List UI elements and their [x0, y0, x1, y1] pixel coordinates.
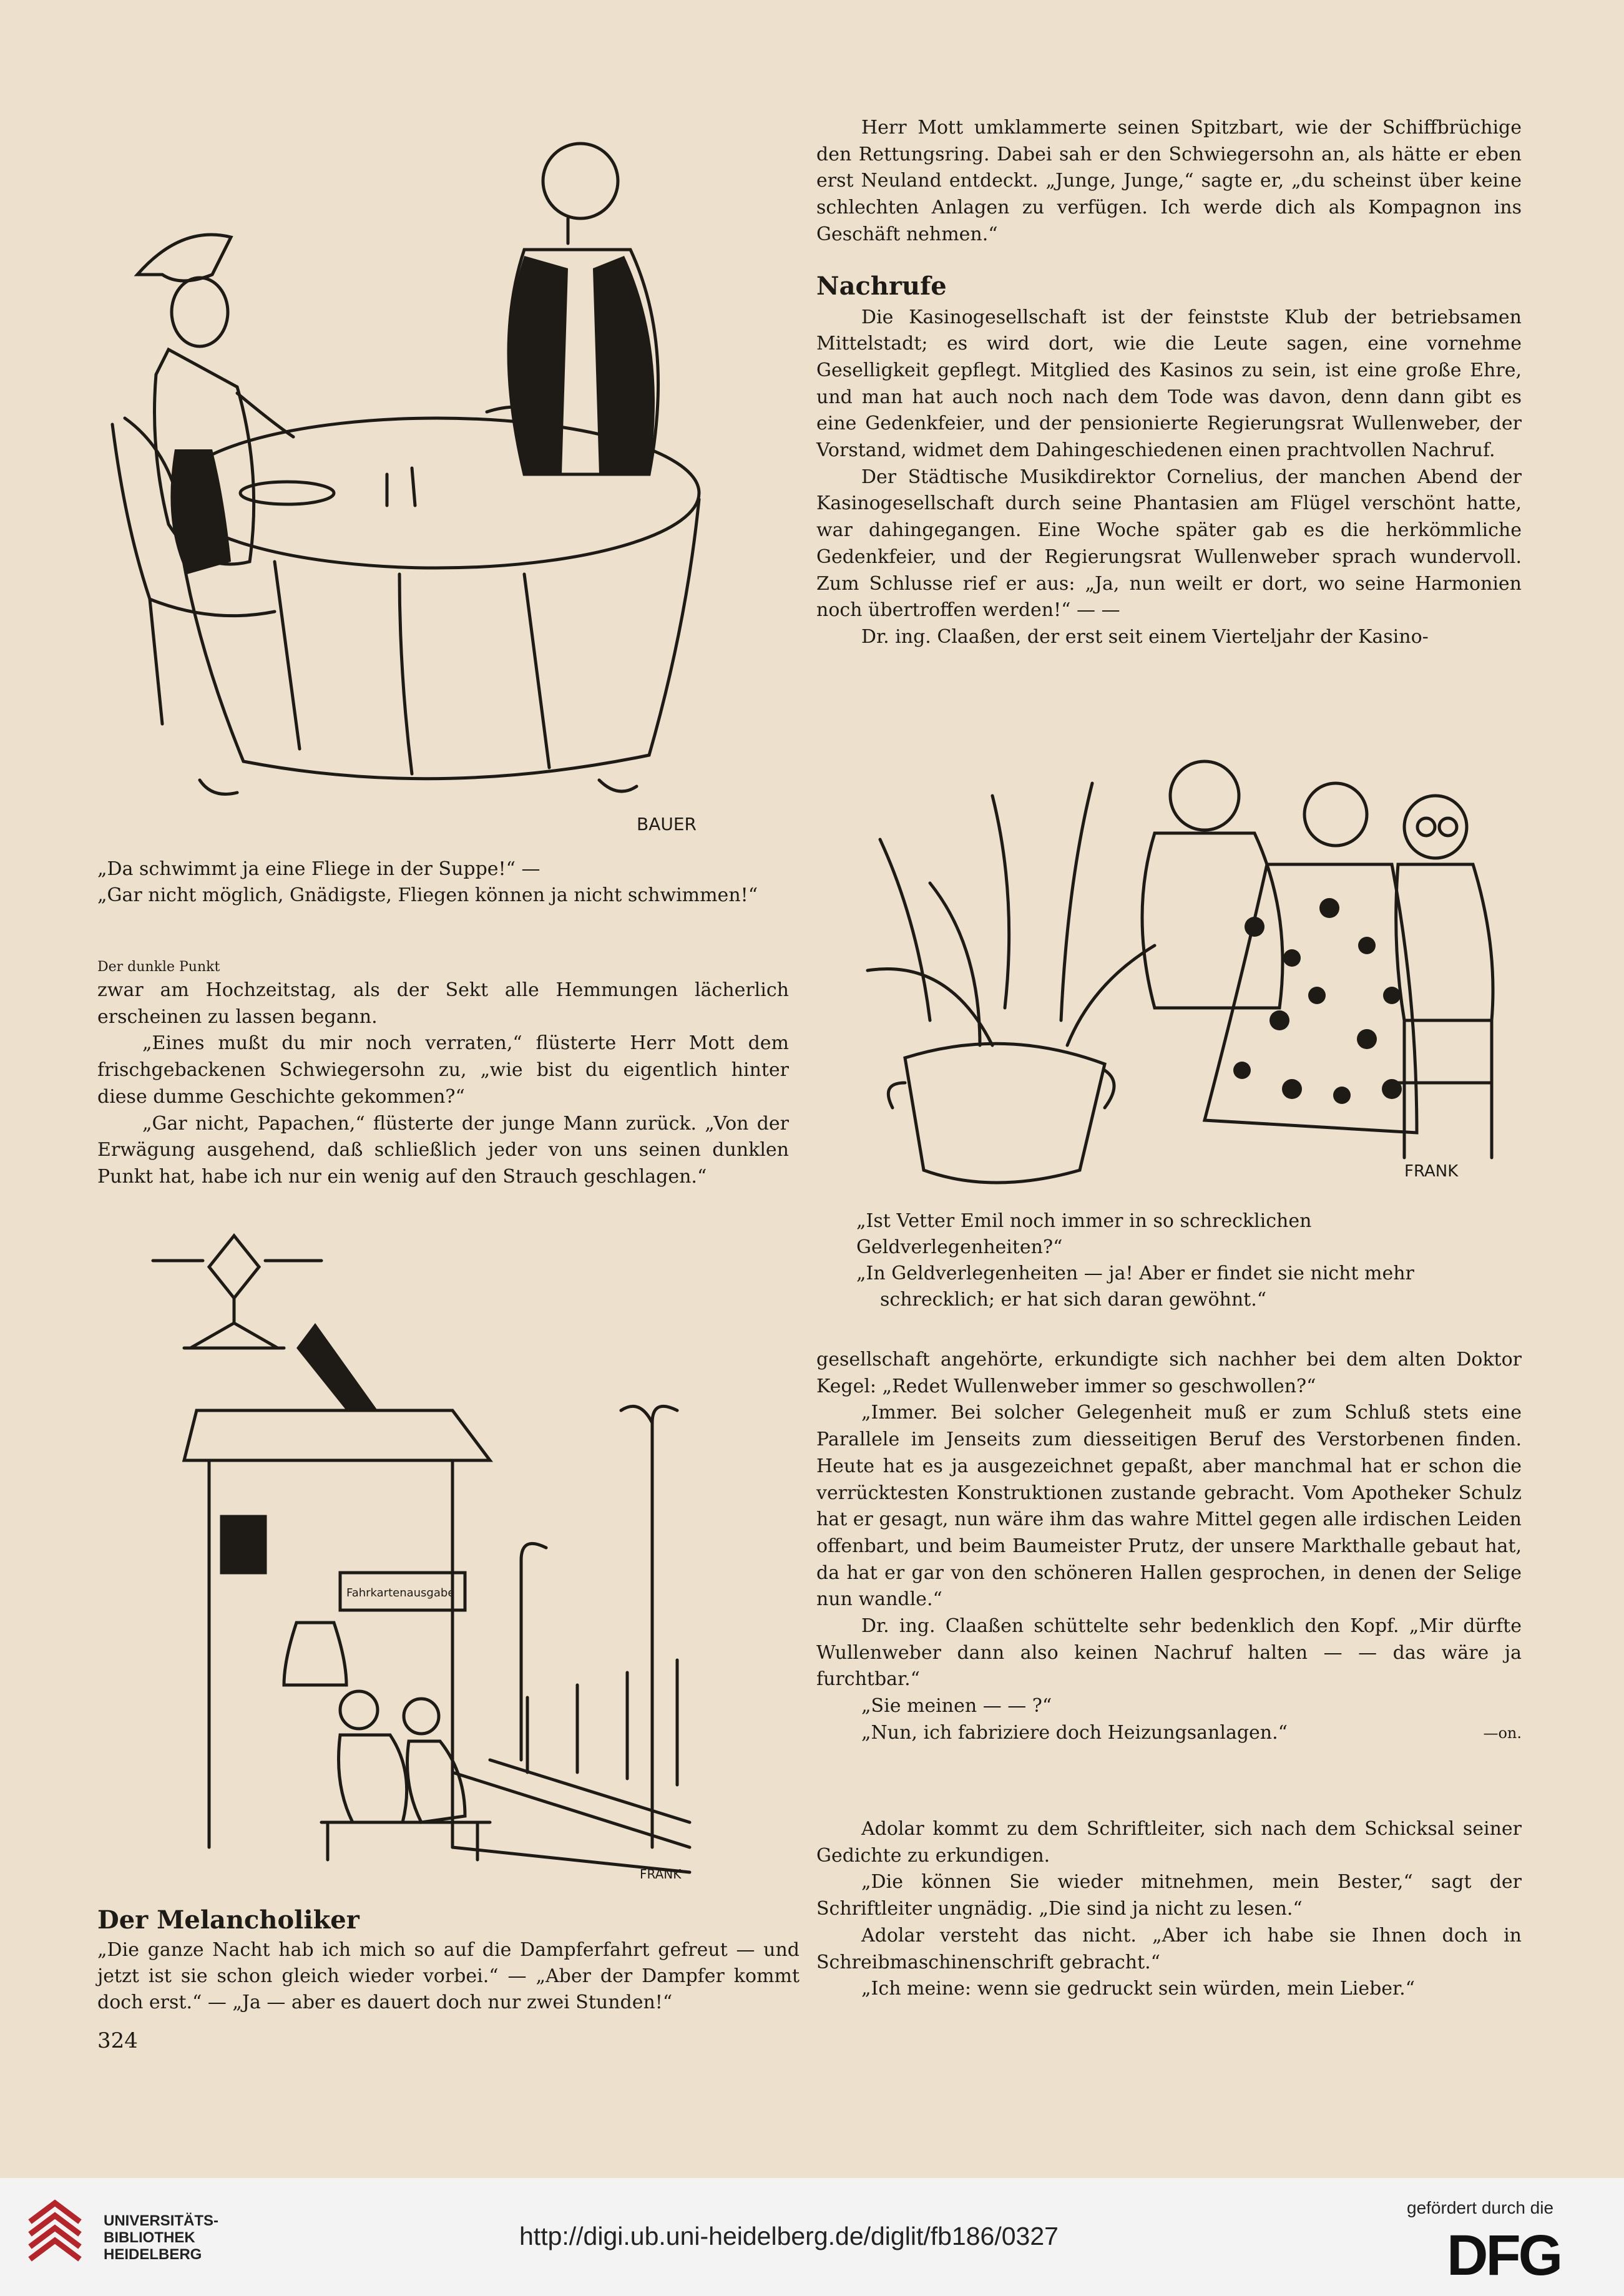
adolar-paragraph: „Die können Sie wieder mitnehmen, mein Bester,“ sagt der Schriftleiter ungnädig. „Die sind ja nicht zu lesen.“	[816, 1871, 1522, 1920]
cartoon-fly-caption-line-1: „Da schwimmt ja eine Fliege in der Suppe!“ —	[97, 858, 541, 880]
dunkle-punkt-paragraph: „Eines mußt du mir noch verraten,“ flüsterte Herr Mott dem frischgebackenen Schwiegersohn zu, „wie bist du eigentlich hinter diese dumme Geschichte gekommen?“	[97, 1032, 789, 1108]
library-name-line: HEIDELBERG	[104, 2246, 202, 2263]
melancholiker-signature: FRANK	[640, 1867, 682, 1882]
cartoon-fly-caption-line-2: „Gar nicht möglich, Gnädigste, Fliegen können ja nicht schwimmen!“	[97, 884, 758, 906]
dunkle-punkt-running-title: Der dunkle Punkt	[97, 959, 220, 975]
library-logo-icon[interactable]	[17, 2197, 92, 2278]
melancholiker-title: Der Melancholiker	[97, 1905, 360, 1935]
cartoon-emil-drawing	[855, 758, 1517, 1189]
nachrufe-continuation-paragraph: „Immer. Bei solcher Gelegenheit muß er zum Schluß stets eine Parallele im Jenseits zum diesseitigen Beruf des Verstorbenen finden. Heute hat es ja ausgezeichnet gepaßt, aber manchmal hat er schon die verrücktesten Konstruktionen zustande gebracht. Vom Apotheker Schulz hat er gesagt, nun wäre ihm das wahre Mittel gegen alle irdischen Leiden offenbart, und beim Baumeister Prutz, der unsere Markthalle gebaut hat, da hat er gar von den schöneren Hallen gesprochen, in denen der Selige nun wandle.“	[816, 1402, 1522, 1611]
adolar-paragraph: Adolar versteht das nicht. „Aber ich habe sie Ihnen doch in Schreibmaschinenschrift gebracht.“	[816, 1924, 1522, 1973]
article-top-paragraph: Herr Mott umklammerte seinen Spitzbart, wie der Schiffbrüchige den Rettungsring. Dabei sah er den Schwiegersohn an, als hätte er eben erst Neuland entdeckt. „Junge, Junge,“ sagte er, „du scheinst über keine schlechten Anlagen zu verfügen. Ich werde dich als Kompagnon ins Geschäft nehmen.“	[816, 117, 1522, 245]
permalink-url[interactable]: http://digi.ub.uni-heidelberg.de/diglit/fb186/0327	[519, 2222, 1059, 2250]
melancholiker-caption: „Die ganze Nacht hab ich mich so auf die Dampferfahrt gefreut — und jetzt ist sie schon gleich wieder vorbei.“ — „Aber der Dampfer kommt doch erst.“ — „Ja — aber es dauert doch nur zwei Stunden!“	[97, 1939, 800, 2013]
nachrufe-continuation-paragraph	[816, 1720, 1522, 1747]
dunkle-punkt-paragraph: „Gar nicht, Papachen,“ flüsterte der junge Mann zurück. „Von der Erwägung ausgehend, daß schließlich jeder von uns seinen dunklen Punkt hat, habe ich nur ein wenig auf den Strauch geschlagen.“	[97, 1112, 789, 1188]
dunkle-punkt-article	[97, 957, 789, 1191]
nachrufe-paragraph: Der Städtische Musikdirektor Cornelius, der manchen Abend der Kasinogesellschaft durch seine Phantasien am Flügel verschönt hatte, war dahingegangen. Eine Woche später gab es die herkömmliche Gedenkfeier, und der Regierungsrat Wullenweber sprach wundervoll. Zum Schlusse rief er aus: „Ja, nun weilt er dort, wo seine Harmonien noch übertroffen werden!“ — —	[816, 466, 1522, 622]
nachrufe-continuation-paragraph: Dr. ing. Claaßen schüttelte sehr bedenklich den Kopf. „Mir dürfte Wullenweber dann also keinen Nachruf halten — — das wäre ja furchtbar.“	[816, 1615, 1522, 1691]
nachrufe-continuation-paragraph: „Sie meinen — — ?“	[861, 1695, 1052, 1717]
nachrufe-signature: —on.	[1483, 1724, 1522, 1742]
cartoon-emil-caption	[856, 1208, 1522, 1313]
nachrufe-continuation	[816, 1347, 1522, 1747]
nachrufe-last-quote: „Nun, ich fabriziere doch Heizungsanlagen.“	[861, 1721, 1288, 1744]
cartoon-fly-signature: BAUER	[637, 814, 697, 834]
adolar-paragraph: „Ich meine: wenn sie gedruckt sein würden, mein Lieber.“	[861, 1978, 1415, 2000]
page-number: 324	[97, 2028, 138, 2053]
cartoon-emil-caption-line-1: „Ist Vetter Emil noch immer in so schrecklichen Geldverlegenheiten?“	[856, 1210, 1312, 1258]
cartoon-emil-signature: FRANK	[1404, 1162, 1459, 1181]
adolar-article	[816, 1816, 1522, 2003]
melancholiker-drawing	[140, 1223, 715, 1885]
melancholiker-sign-text: Fahrkartenausgabe	[346, 1586, 455, 1600]
cartoon-fly-drawing	[87, 125, 730, 836]
nachrufe-title: Nachrufe	[816, 271, 947, 301]
nachrufe-paragraph: Dr. ing. Claaßen, der erst seit einem Vierteljahr der Kasino-	[861, 625, 1429, 648]
viewer-footer	[0, 2178, 1624, 2296]
dunkle-punkt-paragraph: zwar am Hochzeitstag, als der Sekt alle Hemmungen lächerlich erscheinen zu lassen begann.	[97, 979, 789, 1028]
cartoon-emil-caption-line-2: „In Geldverlegenheiten — ja! Aber er findet sie nicht mehr schrecklich; er hat sich daran gewöhnt.“	[856, 1263, 1414, 1311]
library-name-line: UNIVERSITÄTS-	[104, 2212, 219, 2229]
cartoon-fly-caption	[97, 856, 784, 909]
right-column-top	[816, 115, 1522, 651]
library-name-line: BIBLIOTHEK	[104, 2229, 195, 2246]
melancholiker-illustration	[140, 1223, 715, 1885]
library-name[interactable]	[104, 2212, 218, 2263]
cartoon-emil-illustration	[855, 758, 1517, 1189]
adolar-paragraph: Adolar kommt zu dem Schriftleiter, sich nach dem Schicksal seiner Gedichte zu erkundigen.	[816, 1818, 1522, 1867]
dfg-logo[interactable]: DFG	[1447, 2224, 1561, 2287]
nachrufe-paragraph: Die Kasinogesellschaft ist der feinstste Klub der betriebsamen Mittelstadt; es wird dort, wie die Leute sagen, eine vornehme Geselligkeit gepflegt. Mitglied des Kasinos zu sein, ist eine große Ehre, und man hat auch noch nach dem Tode was davon, denn dann gibt es eine Gedenkfeier, und der pensionierte Regierungsrat Wullenweber, der Vorstand, widmet dem Dahingeschiedenen einen prachtvollen Nachruf.	[816, 306, 1522, 462]
melancholiker-caption-block	[97, 1903, 800, 2016]
funded-by-label: gefördert durch die	[1407, 2198, 1554, 2217]
nachrufe-continuation-paragraph: gesellschaft angehörte, erkundigte sich nachher bei dem alten Doktor Kegel: „Redet Wullenweber immer so geschwollen?“	[816, 1349, 1522, 1397]
cartoon-fly-illustration	[87, 125, 730, 836]
